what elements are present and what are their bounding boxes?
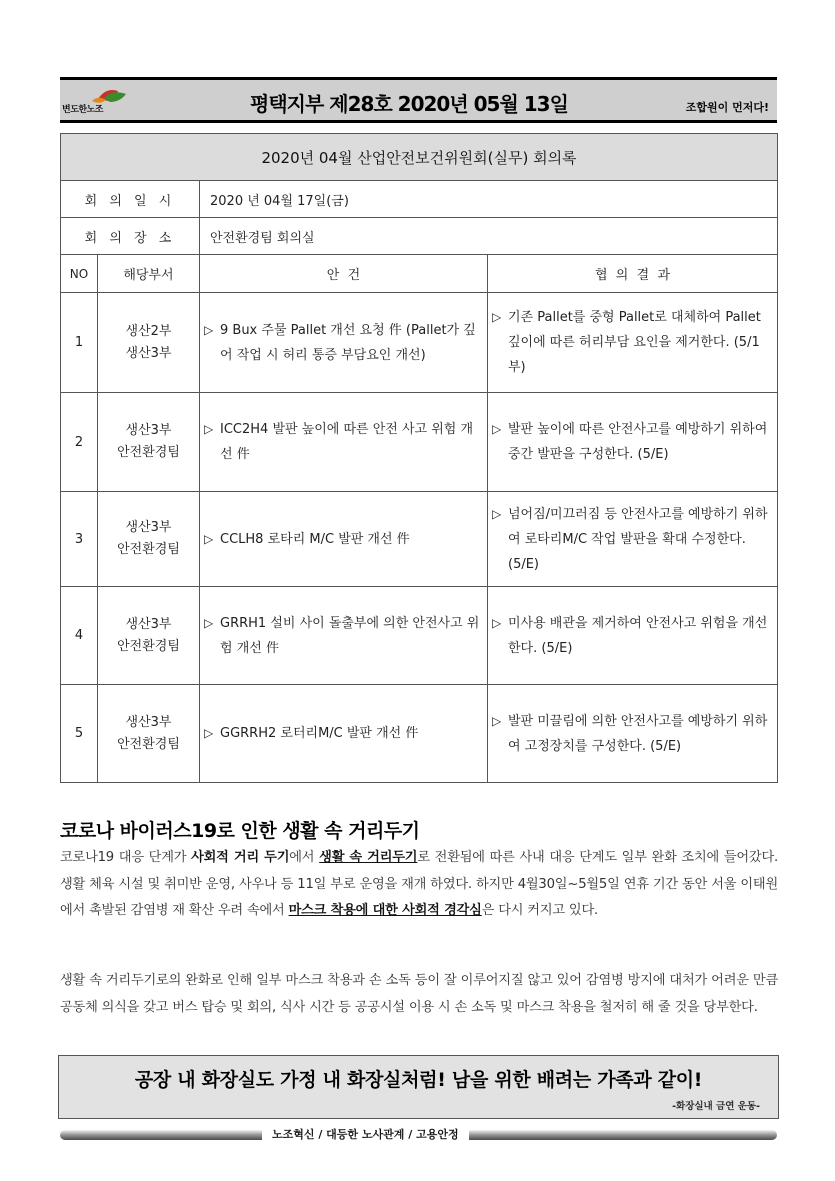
- table-row: [61, 492, 778, 587]
- footer-slogan: 노조혁신 / 대등한 노사관계 / 고용안정: [262, 1126, 469, 1144]
- table-row: [61, 393, 778, 492]
- col-header-agenda: 안 건: [200, 255, 488, 293]
- row-agenda: [200, 587, 488, 685]
- result-text: 발판 미끌림에 의한 안전사고를 예방하기 위하여 고정장치를 구성한다. (5/E): [508, 713, 768, 754]
- col-header-dept: 해당부서: [98, 255, 200, 293]
- result-text: 미사용 배관을 제거하여 안전사고 위험을 개선한다. (5/E): [508, 615, 768, 656]
- agenda-text: CCLH8 로타리 M/C 발판 개선 件: [220, 531, 410, 547]
- banner-text: 공장 내 화장실도 가정 내 화장실처럼! 남을 위한 배려는 가족과 같이!: [134, 1069, 703, 1091]
- row-result: [488, 685, 778, 783]
- triangle-bullet-icon: ▷: [492, 310, 502, 324]
- row-result: [488, 393, 778, 492]
- row-dept: [98, 587, 200, 685]
- header-slogan: 조합원이 먼저다!: [685, 101, 769, 114]
- table-row: [61, 685, 778, 783]
- triangle-bullet-icon: ▷: [204, 322, 214, 337]
- underlined-phrase: 생활 속 거리두기: [319, 850, 418, 865]
- triangle-bullet-icon: ▷: [204, 726, 214, 740]
- result-text: 기존 Pallet를 중형 Pallet로 대체하여 Pallet 깊이에 따른 허리부담 요인을 제거한다. (5/1부): [508, 310, 761, 375]
- agenda-text: GRRH1 설비 사이 돌출부에 의한 안전사고 위험 개선 件: [220, 615, 480, 656]
- row-agenda: [200, 393, 488, 492]
- row-agenda: [200, 685, 488, 783]
- issue-title: 평택지부 제28호 2020년 05월 13일: [250, 92, 568, 116]
- row-number: 5: [61, 685, 98, 783]
- row-agenda: [200, 293, 488, 393]
- result-text: 발판 높이에 따른 안전사고를 예방하기 위하여 중간 발판을 구성한다. (5/E): [508, 422, 768, 462]
- triangle-bullet-icon: ▷: [204, 531, 214, 546]
- dept-line: 생산3부: [125, 520, 172, 535]
- newsletter-header: [60, 77, 777, 123]
- date-label: 회 의 일 시: [61, 181, 200, 218]
- minutes-title: 2020년 04월 산업안전보건위원회(실무) 회의록: [61, 134, 778, 181]
- paragraph-text: 은 다시 커지고 있다.: [481, 903, 598, 918]
- row-number: 2: [61, 393, 98, 492]
- row-number: 1: [61, 293, 98, 393]
- dept-line: 생산3부: [125, 616, 172, 632]
- banner-subtext: -화장실내 금연 운동-: [672, 1101, 760, 1112]
- date-value: 2020 년 04월 17일(금): [200, 181, 778, 218]
- triangle-bullet-icon: ▷: [492, 506, 502, 521]
- table-row: [61, 293, 778, 393]
- row-dept: [98, 393, 200, 492]
- place-value: 안전환경팀 회의실: [200, 218, 778, 255]
- minutes-table: [60, 133, 778, 783]
- row-agenda: [200, 492, 488, 587]
- row-dept: [98, 492, 200, 587]
- dept-line: 생산3부: [125, 714, 172, 730]
- result-text: 넘어짐/미끄러짐 등 안전사고를 예방하기 위하여 로타리M/C 작업 발판을 확대 수정한다. (5/E): [508, 506, 768, 572]
- col-header-no: NO: [61, 255, 98, 293]
- row-dept: [98, 685, 200, 783]
- underlined-phrase: 마스크 착용에 대한 사회적 경각심: [288, 903, 482, 918]
- triangle-bullet-icon: ▷: [492, 422, 502, 436]
- campaign-banner: [58, 1055, 779, 1119]
- paragraph-text: 에서: [289, 850, 320, 865]
- article-paragraph: 생활 속 거리두기로의 완화로 인해 일부 마스크 착용과 손 소독 등이 잘 이루어지질 않고 있어 감염병 방지에 대처가 어려운 만큼 공동체 의식을 갖고 버스 탑승 및 회의, 식사 시간 등 공공시설 이용 시 손 소독 및 마스크 착용을 철저히 해 줄 것을 당부한다.: [60, 973, 778, 1015]
- dept-line: 안전환경팀: [117, 736, 180, 752]
- place-label: 회 의 장 소: [61, 218, 200, 255]
- dept-line: 안전환경팀: [117, 445, 180, 460]
- triangle-bullet-icon: ▷: [492, 713, 502, 728]
- col-header-result: 협 의 결 과: [488, 255, 778, 293]
- bold-phrase: 사회적 거리 두기: [191, 850, 290, 865]
- agenda-text: 9 Bux 주물 Pallet 개선 요청 件 (Pallet가 깊어 작업 시 허리 통증 부담요인 개선): [220, 322, 476, 363]
- article-title: 코로나 바이러스19로 인한 생활 속 거리두기: [60, 820, 420, 842]
- dept-line: 생산3부: [125, 423, 172, 438]
- paragraph-text: 로 전환됨에 따른 사내 대응 단계도 일부 완화 조치에 들어갔다. 생활 체육 시설 및 취미반 운영, 사우나 등 11일 부로 운영을 재개 하였다. 하지만 4월30일~5월5일 연휴 기간 동안 서울 이태원에서 촉발된 감염병 재 확산 우려 속에서: [60, 850, 778, 918]
- logo-text: 변도한노조: [62, 105, 103, 115]
- agenda-text: GGRRH2 로터리M/C 발판 개선 件: [220, 726, 419, 741]
- dept-line: 생산3부: [125, 345, 172, 361]
- row-result: [488, 293, 778, 393]
- triangle-bullet-icon: ▷: [204, 422, 214, 436]
- dept-line: 생산2부: [125, 323, 172, 339]
- triangle-bullet-icon: ▷: [492, 615, 502, 630]
- row-number: 4: [61, 587, 98, 685]
- row-result: [488, 492, 778, 587]
- table-row: [61, 587, 778, 685]
- row-dept: [98, 293, 200, 393]
- dept-line: 안전환경팀: [117, 638, 180, 654]
- paragraph-text: 코로나19 대응 단계가: [60, 850, 192, 865]
- article-paragraph: [60, 845, 778, 925]
- row-number: 3: [61, 492, 98, 587]
- row-result: [488, 587, 778, 685]
- agenda-text: ICC2H4 발판 높이에 따른 안전 사고 위험 개선 件: [220, 422, 474, 462]
- dept-line: 안전환경팀: [117, 542, 180, 557]
- triangle-bullet-icon: ▷: [204, 615, 214, 630]
